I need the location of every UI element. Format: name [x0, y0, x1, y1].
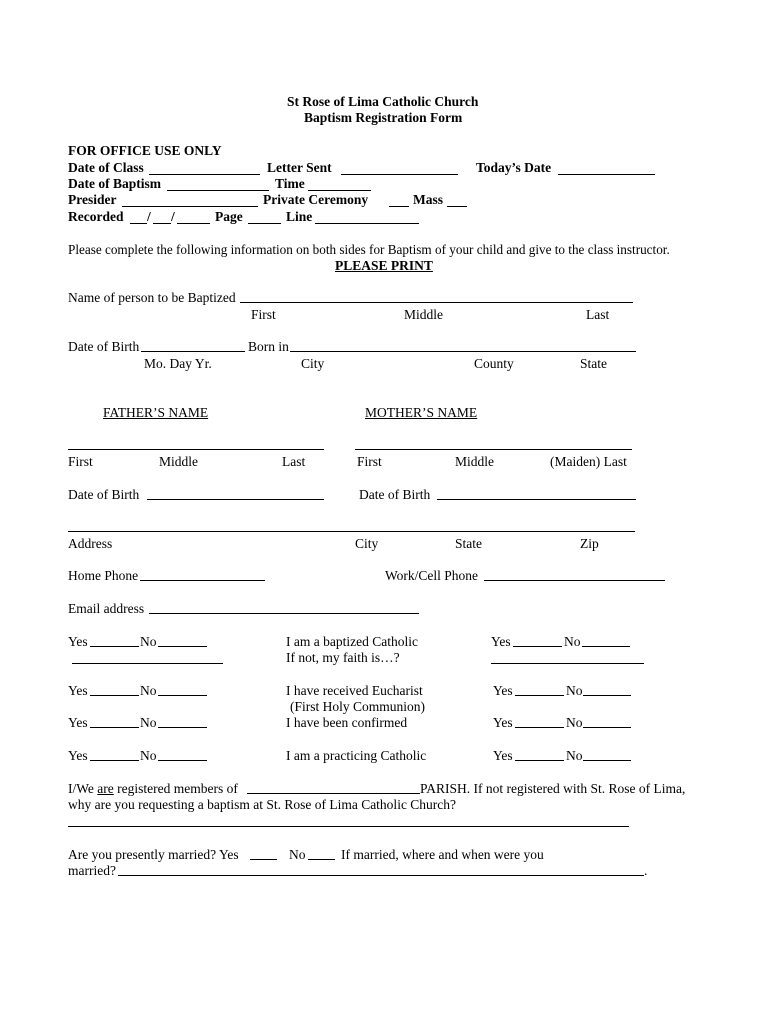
parish-prefix: I/We — [68, 781, 98, 796]
child-first-caption: First — [251, 307, 276, 322]
father-q4-yes-label: Yes — [68, 748, 88, 763]
father-q1-no-field[interactable] — [158, 646, 207, 647]
parish-are: are — [97, 781, 114, 796]
date-of-class-label: Date of Class — [68, 160, 144, 175]
father-last-caption: Last — [282, 454, 306, 469]
father-dob-field[interactable] — [147, 499, 324, 500]
mo-day-yr-caption: Mo. Day Yr. — [144, 356, 212, 371]
work-phone-field[interactable] — [484, 580, 665, 581]
address-zip-caption: Zip — [580, 536, 599, 551]
mother-middle-caption: Middle — [455, 454, 494, 469]
page-label: Page — [215, 209, 243, 224]
mass-label: Mass — [413, 192, 443, 207]
parish-mid: registered members of — [113, 781, 238, 796]
father-q4-yes-field[interactable] — [90, 760, 139, 761]
recorded-slash-2: / — [171, 209, 175, 224]
born-state-caption: State — [580, 356, 607, 371]
todays-date-label: Today’s Date — [476, 160, 552, 175]
married-where-when: If married, where and when were you — [341, 847, 544, 862]
married-label: married? — [68, 863, 116, 878]
father-faith-field[interactable] — [72, 663, 223, 664]
address-city-caption: City — [355, 536, 379, 551]
line-field[interactable] — [315, 223, 419, 224]
father-q1-no-label: No — [140, 634, 157, 649]
home-phone-label: Home Phone — [68, 568, 139, 583]
mother-q1-yes-label: Yes — [491, 634, 511, 649]
address-state-caption: State — [455, 536, 482, 551]
parish-line-1-end: PARISH. If not registered with St. Rose of Lima, — [420, 781, 686, 796]
mother-first-caption: First — [357, 454, 382, 469]
father-q3-yes-label: Yes — [68, 715, 88, 730]
form-title: Baptism Registration Form — [304, 110, 463, 125]
mother-name-heading: MOTHER’S NAME — [365, 405, 478, 420]
mother-q3-yes-label: Yes — [493, 715, 513, 730]
mother-q1-no-label: No — [564, 634, 581, 649]
father-q2-yes-field[interactable] — [90, 695, 139, 696]
mass-field[interactable] — [447, 206, 467, 207]
father-q3-no-field[interactable] — [158, 727, 207, 728]
recorded-label: Recorded — [68, 209, 124, 224]
todays-date-field[interactable] — [558, 174, 655, 175]
parish-reason-field[interactable] — [68, 826, 629, 827]
child-dob-label: Date of Birth — [68, 339, 140, 354]
instructions-text: Please complete the following information on both sides for Baptism of your child and give to the class instructor. — [68, 242, 670, 257]
father-q4-no-label: No — [140, 748, 157, 763]
mother-q4-no-label: No — [566, 748, 583, 763]
address-field[interactable] — [68, 531, 635, 532]
mother-q2-no-label: No — [566, 683, 583, 698]
time-field[interactable] — [308, 190, 371, 191]
presider-label: Presider — [68, 192, 117, 207]
mother-q3-no-label: No — [566, 715, 583, 730]
married-yes-field[interactable] — [250, 859, 277, 860]
mother-q4-yes-field[interactable] — [515, 760, 564, 761]
recorded-slash-1: / — [147, 209, 151, 224]
q2-note: (First Holy Communion) — [290, 699, 426, 714]
recorded-day-field[interactable] — [153, 223, 171, 224]
mother-dob-label: Date of Birth — [359, 487, 431, 502]
q2-statement: I have received Eucharist — [286, 683, 423, 698]
born-county-caption: County — [474, 356, 514, 371]
mother-q2-yes-label: Yes — [493, 683, 513, 698]
mother-maiden-last-caption: (Maiden) Last — [550, 454, 627, 469]
parish-line-2: why are you requesting a baptism at St. Rose of Lima Catholic Church? — [68, 797, 457, 812]
parish-name-field[interactable] — [247, 793, 420, 794]
father-q3-yes-field[interactable] — [90, 727, 139, 728]
date-of-baptism-field[interactable] — [167, 190, 269, 191]
q4-statement: I am a practicing Catholic — [286, 748, 427, 763]
child-middle-caption: Middle — [404, 307, 443, 322]
date-of-baptism-label: Date of Baptism — [68, 176, 161, 191]
church-name: St Rose of Lima Catholic Church — [287, 94, 479, 109]
mother-q4-no-field[interactable] — [583, 760, 631, 761]
born-in-label: Born in — [248, 339, 289, 354]
father-q2-no-label: No — [140, 683, 157, 698]
born-in-field[interactable] — [290, 351, 636, 352]
mother-dob-field[interactable] — [437, 499, 636, 500]
father-q1-yes-field[interactable] — [90, 646, 139, 647]
father-first-caption: First — [68, 454, 93, 469]
parish-line-1-start — [68, 781, 238, 797]
letter-sent-label: Letter Sent — [267, 160, 332, 175]
letter-sent-field[interactable] — [341, 174, 458, 175]
page-field[interactable] — [248, 223, 281, 224]
office-use-heading: FOR OFFICE USE ONLY — [68, 143, 222, 158]
recorded-month-field[interactable] — [130, 223, 147, 224]
private-ceremony-field[interactable] — [389, 206, 409, 207]
q3-statement: I have been confirmed — [286, 715, 408, 730]
father-name-heading: FATHER’S NAME — [103, 405, 209, 420]
line-label: Line — [286, 209, 313, 224]
child-name-label: Name of person to be Baptized — [68, 290, 236, 305]
please-print: PLEASE PRINT — [335, 258, 433, 273]
married-details-field[interactable] — [118, 875, 644, 876]
mother-faith-field[interactable] — [491, 663, 644, 664]
father-q1-yes-label: Yes — [68, 634, 88, 649]
mother-q2-yes-field[interactable] — [515, 695, 564, 696]
presider-field[interactable] — [122, 206, 258, 207]
mother-q4-yes-label: Yes — [493, 748, 513, 763]
address-caption: Address — [68, 536, 113, 551]
father-q4-no-field[interactable] — [158, 760, 207, 761]
mother-q1-yes-field[interactable] — [513, 646, 562, 647]
time-label: Time — [275, 176, 305, 191]
child-name-field[interactable] — [240, 302, 633, 303]
married-period: . — [644, 863, 648, 878]
mother-q3-no-field[interactable] — [583, 727, 631, 728]
father-middle-caption: Middle — [159, 454, 198, 469]
home-phone-field[interactable] — [140, 580, 265, 581]
child-dob-field[interactable] — [141, 351, 245, 352]
date-of-class-field[interactable] — [149, 174, 260, 175]
recorded-year-field[interactable] — [177, 223, 210, 224]
married-no-label: No — [289, 847, 306, 862]
mother-q1-no-field[interactable] — [582, 646, 630, 647]
married-question: Are you presently married? Yes — [68, 847, 239, 862]
email-field[interactable] — [149, 613, 419, 614]
mother-name-field[interactable] — [355, 449, 632, 450]
married-no-field[interactable] — [308, 859, 335, 860]
q1-faith-prompt: If not, my faith is…? — [286, 650, 400, 665]
father-q2-no-field[interactable] — [158, 695, 207, 696]
father-q3-no-label: No — [140, 715, 157, 730]
born-city-caption: City — [301, 356, 325, 371]
father-dob-label: Date of Birth — [68, 487, 140, 502]
father-name-field[interactable] — [68, 449, 324, 450]
child-last-caption: Last — [586, 307, 610, 322]
private-ceremony-label: Private Ceremony — [263, 192, 369, 207]
q1-statement: I am a baptized Catholic — [286, 634, 418, 649]
mother-q2-no-field[interactable] — [583, 695, 631, 696]
mother-q3-yes-field[interactable] — [515, 727, 564, 728]
email-label: Email address — [68, 601, 145, 616]
work-phone-label: Work/Cell Phone — [385, 568, 479, 583]
father-q2-yes-label: Yes — [68, 683, 88, 698]
